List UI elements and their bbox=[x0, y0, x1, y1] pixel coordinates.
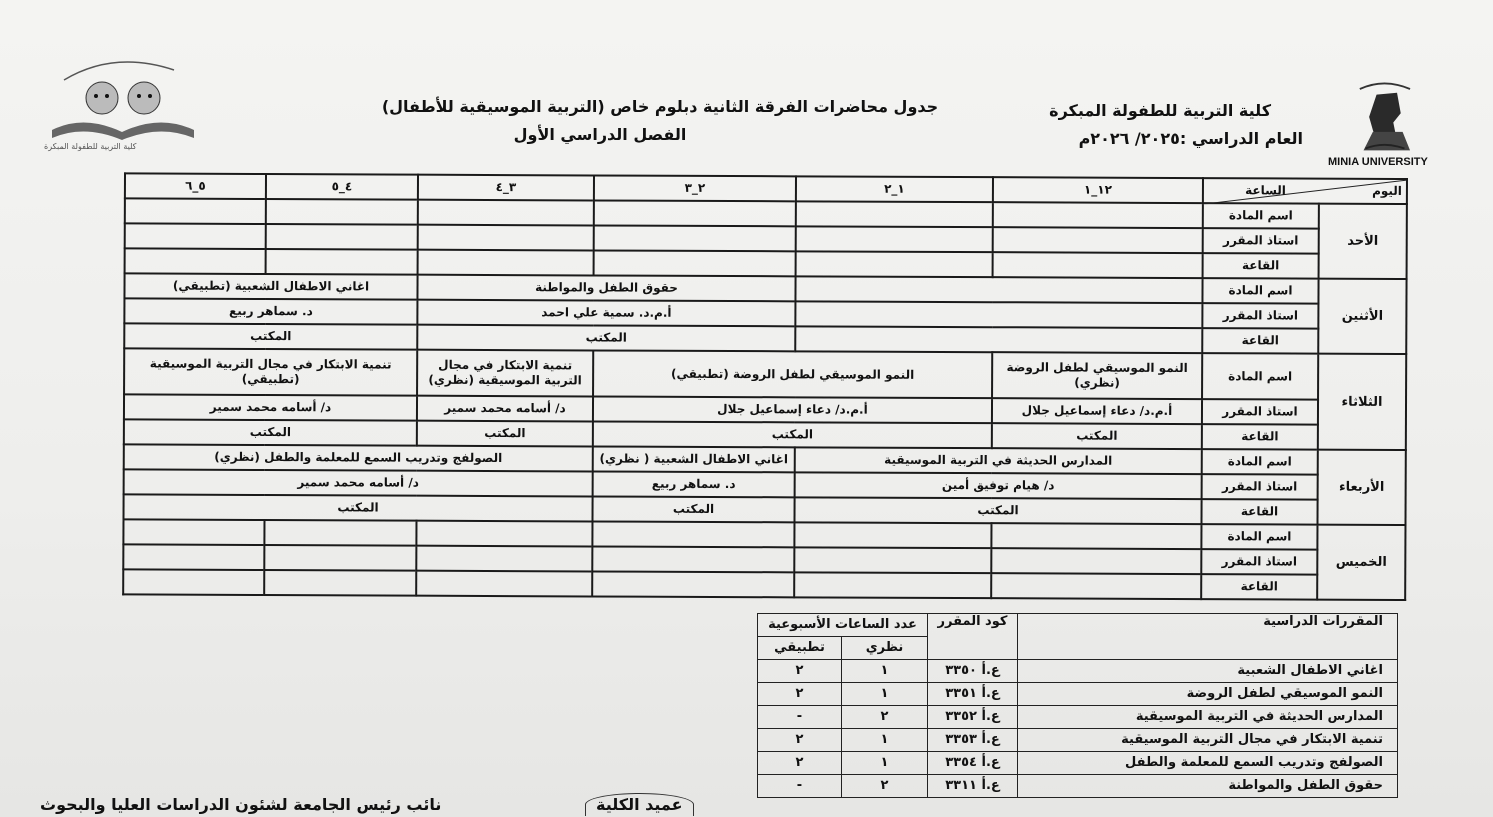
schedule-room-cell: المكتب bbox=[124, 419, 417, 445]
schedule-teacher-cell bbox=[993, 227, 1203, 253]
course-name: المدارس الحديثة في التربية الموسيقية bbox=[1018, 706, 1398, 729]
schedule-teacher-cell bbox=[418, 225, 594, 251]
course-theory: ١ bbox=[842, 683, 928, 706]
schedule-room-cell: المكتب bbox=[794, 497, 1201, 524]
schedule-subject-cell bbox=[416, 521, 592, 547]
schedule-subject-cell bbox=[796, 201, 993, 227]
course-name: تنمية الابتكار في مجال التربية الموسيقية bbox=[1018, 729, 1398, 752]
schedule-subject-cell: حقوق الطفل والمواطنة bbox=[417, 275, 795, 302]
logo-text: MINIA UNIVERSITY bbox=[1328, 156, 1428, 168]
corner-cell bbox=[1203, 178, 1407, 204]
schedule-room-cell bbox=[123, 569, 264, 595]
schedule-teacher-cell bbox=[795, 301, 1202, 328]
schedule-teacher-cell bbox=[594, 225, 796, 251]
schedule-teacher-cell: أ.م.د/ دعاء إسماعيل جلال bbox=[593, 396, 992, 423]
course-theory: ٢ bbox=[842, 775, 928, 798]
slot-header: ٢_٣ bbox=[594, 175, 796, 201]
academic-year: العام الدراسي :٢٠٢٥/ ٢٠٢٦م bbox=[1078, 129, 1303, 148]
schedule-table bbox=[122, 172, 1408, 601]
schedule-subject-cell: المدارس الحديثة في التربية الموسيقية bbox=[795, 447, 1202, 474]
course-code: ع.أ ٣٣٥٢ bbox=[928, 706, 1018, 729]
minia-university-logo bbox=[1328, 76, 1440, 172]
row-label: القاعة bbox=[1201, 574, 1317, 600]
schedule-subject-cell: النمو الموسيقي لطفل الروضة (نظري) bbox=[992, 352, 1202, 399]
schedule-subject-cell bbox=[594, 200, 796, 226]
schedule-room-cell bbox=[125, 248, 266, 274]
schedule-teacher-cell bbox=[125, 223, 266, 249]
schedule-row bbox=[123, 569, 1405, 600]
course-practical: ٢ bbox=[758, 729, 842, 752]
row-label: القاعة bbox=[1202, 328, 1318, 354]
course-practical: - bbox=[758, 775, 842, 798]
course-name: الصولفج وتدريب السمع للمعلمة والطفل bbox=[1018, 752, 1398, 775]
row-label: استاذ المقرر bbox=[1203, 228, 1319, 254]
day-cell: الثلاثاء bbox=[1318, 354, 1406, 450]
corner-day: اليوم bbox=[1372, 183, 1402, 198]
course-practical: ٢ bbox=[758, 752, 842, 775]
course-theory: ٢ bbox=[842, 706, 928, 729]
schedule-subject-cell bbox=[125, 198, 266, 224]
day-cell: الأربعاء bbox=[1317, 450, 1405, 525]
row-label: استاذ المقرر bbox=[1202, 474, 1318, 500]
schedule-subject-cell bbox=[592, 521, 794, 547]
schedule-room-cell bbox=[993, 252, 1203, 278]
row-label: القاعة bbox=[1203, 253, 1319, 279]
schedule-room-cell bbox=[264, 570, 416, 596]
schedule-teacher-cell bbox=[416, 546, 592, 572]
row-label: القاعة bbox=[1201, 499, 1317, 525]
schedule-room-cell: المكتب bbox=[123, 494, 592, 521]
vice-president-signature: نائب رئيس الجامعة لشئون الدراسات العليا والبحوث bbox=[40, 795, 442, 814]
schedule-subject-cell bbox=[991, 523, 1201, 549]
schedule-teacher-cell: أ.م.د/ دعاء إسماعيل جلال bbox=[992, 398, 1202, 424]
dean-signature bbox=[585, 793, 694, 816]
course-code: ع.أ ٣٣٥٤ bbox=[928, 752, 1018, 775]
schedule-room-cell: المكتب bbox=[417, 325, 795, 352]
schedule-subject-cell bbox=[993, 202, 1203, 228]
day-cell: الأحد bbox=[1319, 204, 1407, 279]
schedule-room-cell bbox=[266, 249, 418, 275]
courses-header-row bbox=[758, 614, 1398, 637]
row-label: اسم المادة bbox=[1201, 524, 1317, 550]
slot-header: ١٢_١ bbox=[993, 177, 1203, 203]
row-label: القاعة bbox=[1202, 424, 1318, 450]
schedule-teacher-cell: د/ أسامه محمد سمير bbox=[417, 396, 593, 422]
schedule-teacher-cell: د. سماهر ربيع bbox=[593, 471, 795, 497]
corner-time: الساعة bbox=[1245, 183, 1286, 198]
col-practical-header: تطبيقي bbox=[758, 637, 842, 660]
course-name: النمو الموسيقي لطفل الروضة bbox=[1018, 683, 1398, 706]
schedule-subject-cell bbox=[266, 199, 418, 225]
logo-subtext: كلية التربية للطفولة المبكرة bbox=[44, 142, 137, 151]
schedule-teacher-cell bbox=[266, 224, 418, 250]
schedule-subject-cell: اغاني الاطفال الشعبية ( نظري) bbox=[593, 446, 795, 472]
schedule-room-cell: المكتب bbox=[992, 423, 1202, 449]
schedule-room-cell: المكتب bbox=[593, 421, 992, 448]
schedule-room-cell bbox=[594, 250, 796, 276]
schedule-room-cell bbox=[796, 251, 993, 277]
slot-header: ٣_٤ bbox=[418, 175, 594, 201]
schedule-teacher-cell: د. سماهر ربيع bbox=[124, 298, 417, 324]
course-name: اغاني الاطفال الشعبية bbox=[1018, 660, 1398, 683]
schedule-teacher-cell bbox=[796, 226, 993, 252]
course-practical: - bbox=[758, 706, 842, 729]
row-label: استاذ المقرر bbox=[1202, 399, 1318, 425]
row-label: اسم المادة bbox=[1202, 278, 1318, 304]
col-name-header: المقررات الدراسية bbox=[1018, 614, 1398, 660]
schedule-row bbox=[124, 348, 1406, 400]
day-cell: الأثنين bbox=[1318, 279, 1406, 354]
row-label: استاذ المقرر bbox=[1202, 303, 1318, 329]
row-label: استاذ المقرر bbox=[1201, 549, 1317, 575]
course-code: ع.أ ٣٣٥١ bbox=[928, 683, 1018, 706]
schedule-teacher-cell: د/ هيام توفيق أمين bbox=[795, 472, 1202, 499]
college-name: كلية التربية للطفولة المبكرة bbox=[1049, 101, 1271, 120]
course-row bbox=[758, 752, 1398, 775]
course-row bbox=[758, 775, 1398, 798]
schedule-teacher-cell: د/ أسامه محمد سمير bbox=[124, 469, 593, 496]
schedule-room-cell: المكتب bbox=[124, 323, 417, 349]
schedule-teacher-cell bbox=[991, 548, 1201, 574]
course-theory: ١ bbox=[842, 729, 928, 752]
schedule-room-cell: المكتب bbox=[417, 421, 593, 447]
schedule-subject-cell: الصولفج وتدريب السمع للمعلمة والطفل (نظري) bbox=[124, 444, 593, 471]
slot-header: ٤_٥ bbox=[266, 174, 418, 200]
schedule-subject-cell bbox=[794, 522, 991, 548]
schedule-room-cell bbox=[795, 326, 1202, 353]
schedule-room-cell bbox=[794, 572, 991, 598]
day-cell: الخميس bbox=[1317, 525, 1405, 600]
schedule-subject-cell bbox=[264, 520, 416, 546]
slot-header: ٥_٦ bbox=[125, 173, 266, 199]
schedule-subject-cell: اغاني الاطفال الشعبية (تطبيقي) bbox=[124, 273, 417, 299]
schedule-subject-cell bbox=[123, 519, 264, 545]
slot-header: ١_٢ bbox=[796, 176, 993, 202]
dean-label: عميد الكلية bbox=[596, 795, 683, 814]
page-title: جدول محاضرات الفرقة الثانية دبلوم خاص (التربية الموسيقية للأطفال) bbox=[381, 97, 939, 116]
schedule-teacher-cell bbox=[592, 546, 794, 572]
schedule-subject-cell bbox=[418, 200, 594, 226]
schedule-room-cell bbox=[418, 250, 594, 276]
col-hours-header: عدد الساعات الأسبوعية bbox=[758, 614, 928, 637]
schedule-subject-cell bbox=[795, 276, 1202, 303]
schedule-subject-cell: النمو الموسيقي لطفل الروضة (تطبيقي) bbox=[593, 350, 992, 398]
course-code: ع.أ ٣٣١١ bbox=[928, 775, 1018, 798]
courses-table bbox=[757, 613, 1398, 798]
schedule-room-cell bbox=[592, 571, 794, 597]
col-code-header: كود المقرر bbox=[928, 614, 1018, 660]
course-row bbox=[758, 706, 1398, 729]
schedule-room-cell bbox=[991, 573, 1201, 599]
row-label: اسم المادة bbox=[1202, 353, 1318, 400]
course-name: حقوق الطفل والمواطنة bbox=[1018, 775, 1398, 798]
course-code: ع.أ ٣٣٥٣ bbox=[928, 729, 1018, 752]
course-row bbox=[758, 660, 1398, 683]
schedule-teacher-cell bbox=[123, 544, 264, 570]
schedule-subject-cell: تنمية الابتكار في مجال التربية الموسيقية (تطبيقي) bbox=[124, 348, 417, 395]
course-theory: ١ bbox=[842, 752, 928, 775]
course-code: ع.أ ٣٣٥٠ bbox=[928, 660, 1018, 683]
course-practical: ٢ bbox=[758, 660, 842, 683]
schedule-teacher-cell: أ.م.د. سمية علي احمد bbox=[417, 300, 795, 327]
course-row bbox=[758, 729, 1398, 752]
row-label: اسم المادة bbox=[1202, 449, 1318, 475]
schedule-room-cell: المكتب bbox=[592, 496, 794, 522]
row-label: اسم المادة bbox=[1203, 203, 1319, 229]
schedule-room-cell bbox=[416, 571, 592, 597]
college-logo bbox=[44, 50, 200, 160]
schedule-teacher-cell bbox=[794, 547, 991, 573]
course-row bbox=[758, 683, 1398, 706]
schedule-teacher-cell bbox=[264, 545, 416, 571]
semester: الفصل الدراسي الأول bbox=[513, 125, 687, 144]
schedule-subject-cell: تنمية الابتكار في مجال التربية الموسيقية (نظري) bbox=[417, 350, 593, 397]
schedule-teacher-cell: د/ أسامه محمد سمير bbox=[124, 394, 417, 420]
col-theory-header: نظري bbox=[842, 637, 928, 660]
course-practical: ٢ bbox=[758, 683, 842, 706]
course-theory: ١ bbox=[842, 660, 928, 683]
